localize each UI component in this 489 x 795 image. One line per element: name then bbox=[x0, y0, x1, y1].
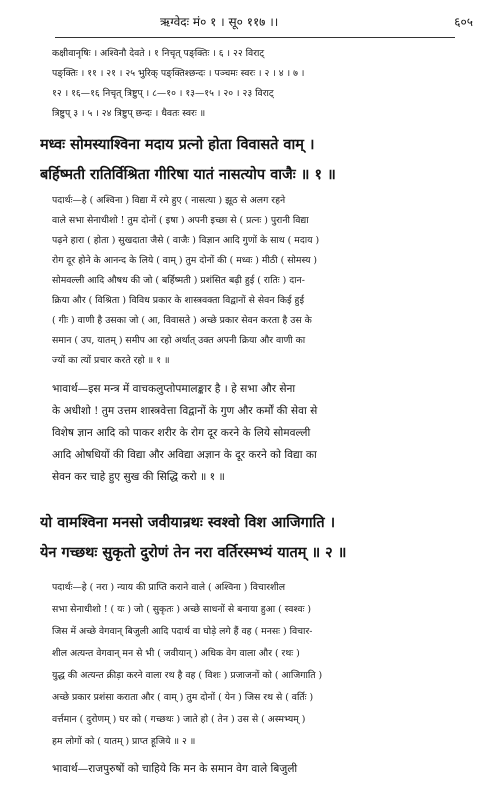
meta-line: १२ । १६—१६ निचृत् त्रिष्टुप् । ८—१० । १३—१५ । २० । २३ विराट् bbox=[52, 88, 274, 99]
bhavartha-line: के अधीशो ! तुम उत्तम शास्त्रवेत्ता विद्वानों के गुण और कर्मों की सेवा से bbox=[52, 405, 318, 417]
header-rule bbox=[55, 37, 455, 38]
padartha-line: रोग दूर होने के आनन्द के लिये ( वाम् ) तुम दोनों की ( मध्वः ) मीठी ( सोमस्य ) bbox=[52, 255, 318, 266]
running-title: ऋग्वेदः मं० १ । सू० ११७ ।। bbox=[160, 15, 279, 29]
padartha-line: पदार्थः—हे ( नरा ) न्याय की प्राप्ति कराने वाले ( अश्विना ) विचारशील bbox=[52, 582, 286, 593]
page-number: ६०५ bbox=[454, 15, 473, 29]
meta-line: त्रिष्टुप् ३ । ५ । २४ त्रिष्टुप् छन्दः । धैवतः स्वरः ॥ bbox=[52, 108, 206, 119]
mantra-line: बर्हिष्मती रातिर्विश्रिता गीरिषा यातं नासत्योप वाजैः ॥ १ ॥ bbox=[40, 166, 336, 183]
meta-line: कक्षीवानृषिः । अश्विनौ देवते । १ निचृत् पङ्क्तिः । ६ । २२ विराट् bbox=[52, 48, 265, 59]
padartha-line: ( गीः ) वाणी है उसका जो ( आ, विवासते ) अच्छे प्रकार सेवन करता है उस के bbox=[52, 315, 312, 326]
bhavartha-line: विशेष ज्ञान आदि को पाकर शरीर के रोग दूर करने के लिये सोमवल्ली bbox=[52, 427, 311, 439]
padartha-line: वाले सभा सेनाधीशो ! तुम दोनों ( इषा ) अपनी इच्छा से ( प्रत्नः ) पुरानी विद्या bbox=[52, 215, 309, 226]
padartha-line: अच्छे प्रकार प्रशंसा कराता और ( वाम् ) तुम दोनों ( येन ) जिस रथ से ( वर्तिः ) bbox=[52, 692, 314, 703]
mantra-line: मध्वः सोमस्याश्विना मदाय प्रत्नो होता विवासते वाम् । bbox=[40, 136, 315, 153]
padartha-line: ज्यों का त्यों प्रचार करते रहो ॥ १ ॥ bbox=[52, 355, 170, 366]
padartha-line: जिस में अच्छे वेगवान् बिजुली आदि पदार्थ वा घोड़े लगे हैं वह ( मनसः ) विचार- bbox=[52, 626, 313, 637]
mantra-line: यो वामश्विना मनसो जवीयान्रथः स्वश्वो विश आजिगाति । bbox=[40, 514, 336, 531]
padartha-line: शील अत्यन्त वेगवान् मन से भी ( जवीयान् ) अधिक वेग वाला और ( रथः ) bbox=[52, 648, 300, 659]
mantra-line: येन गच्छथः सुकृतो दुरोणं तेन नरा वर्तिरस्मभ्यं यातम् ॥ २ ॥ bbox=[40, 544, 347, 561]
padartha-line: क्रिया और ( विश्रिता ) विविध प्रकार के शास्त्रवक्ता विद्वानों से सेवन किई हुई bbox=[52, 295, 305, 306]
padartha-line: वर्त्तमान ( दुरोणम् ) घर को ( गच्छथः ) जाते हो ( तेन ) उस से ( अस्मभ्यम् ) bbox=[52, 714, 306, 725]
bhavartha-line: सेवन कर चाहे हुए सुख की सिद्धि करो ॥ १ ॥ bbox=[52, 471, 225, 483]
meta-line: पङ्क्तिः । ११ । २१ । २५ भुरिक् पङ्क्तिश्छन्दः । पञ्चमः स्वरः । २ । ४ । ७ । bbox=[52, 68, 305, 79]
padartha-line: हम लोगों को ( यातम् ) प्राप्त हूजिये ॥ २ ॥ bbox=[52, 736, 196, 747]
padartha-line: सभा सेनाधीशो ! ( यः ) जो ( सुकृतः ) अच्छे साधनों से बनाया हुआ ( स्वश्वः ) bbox=[52, 604, 312, 615]
padartha-line: पढ़ने हारा ( होता ) सुखदाता जैसे ( वाजैः ) विज्ञान आदि गुणों के साथ ( मदाय ) bbox=[52, 235, 320, 246]
page-header bbox=[0, 13, 489, 33]
padartha-line: सोमवल्ली आदि औषध की जो ( बर्हिष्मती ) प्रशंसित बढ़ी हुई ( रातिः ) दान- bbox=[52, 275, 305, 286]
bhavartha-line: भावार्थ—इस मन्त्र में वाचकलुप्तोपमालङ्कार है । हे सभा और सेना bbox=[52, 383, 296, 395]
padartha-line: पदार्थः—हे ( अश्विना ) विद्या में रमे हुए ( नासत्या ) झूठ से अलग रहने bbox=[52, 195, 286, 206]
bhavartha-line: आदि ओषधियों की विद्या और अविद्या अज्ञान के दूर करने को विद्या का bbox=[52, 449, 317, 461]
bhavartha-line: भावार्थ—राजपुरुषों को चाहिये कि मन के समान वेग वाले बिजुली bbox=[52, 763, 298, 775]
padartha-line: युद्ध की अत्यन्त क्रीड़ा करने वाला रथ है वह ( विशः ) प्रजाजनों को ( आजिगाति ) bbox=[52, 670, 323, 681]
padartha-line: समान ( उप, यातम् ) समीप आ रहो अर्थात् उक्त अपनी क्रिया और वाणी का bbox=[52, 335, 306, 346]
